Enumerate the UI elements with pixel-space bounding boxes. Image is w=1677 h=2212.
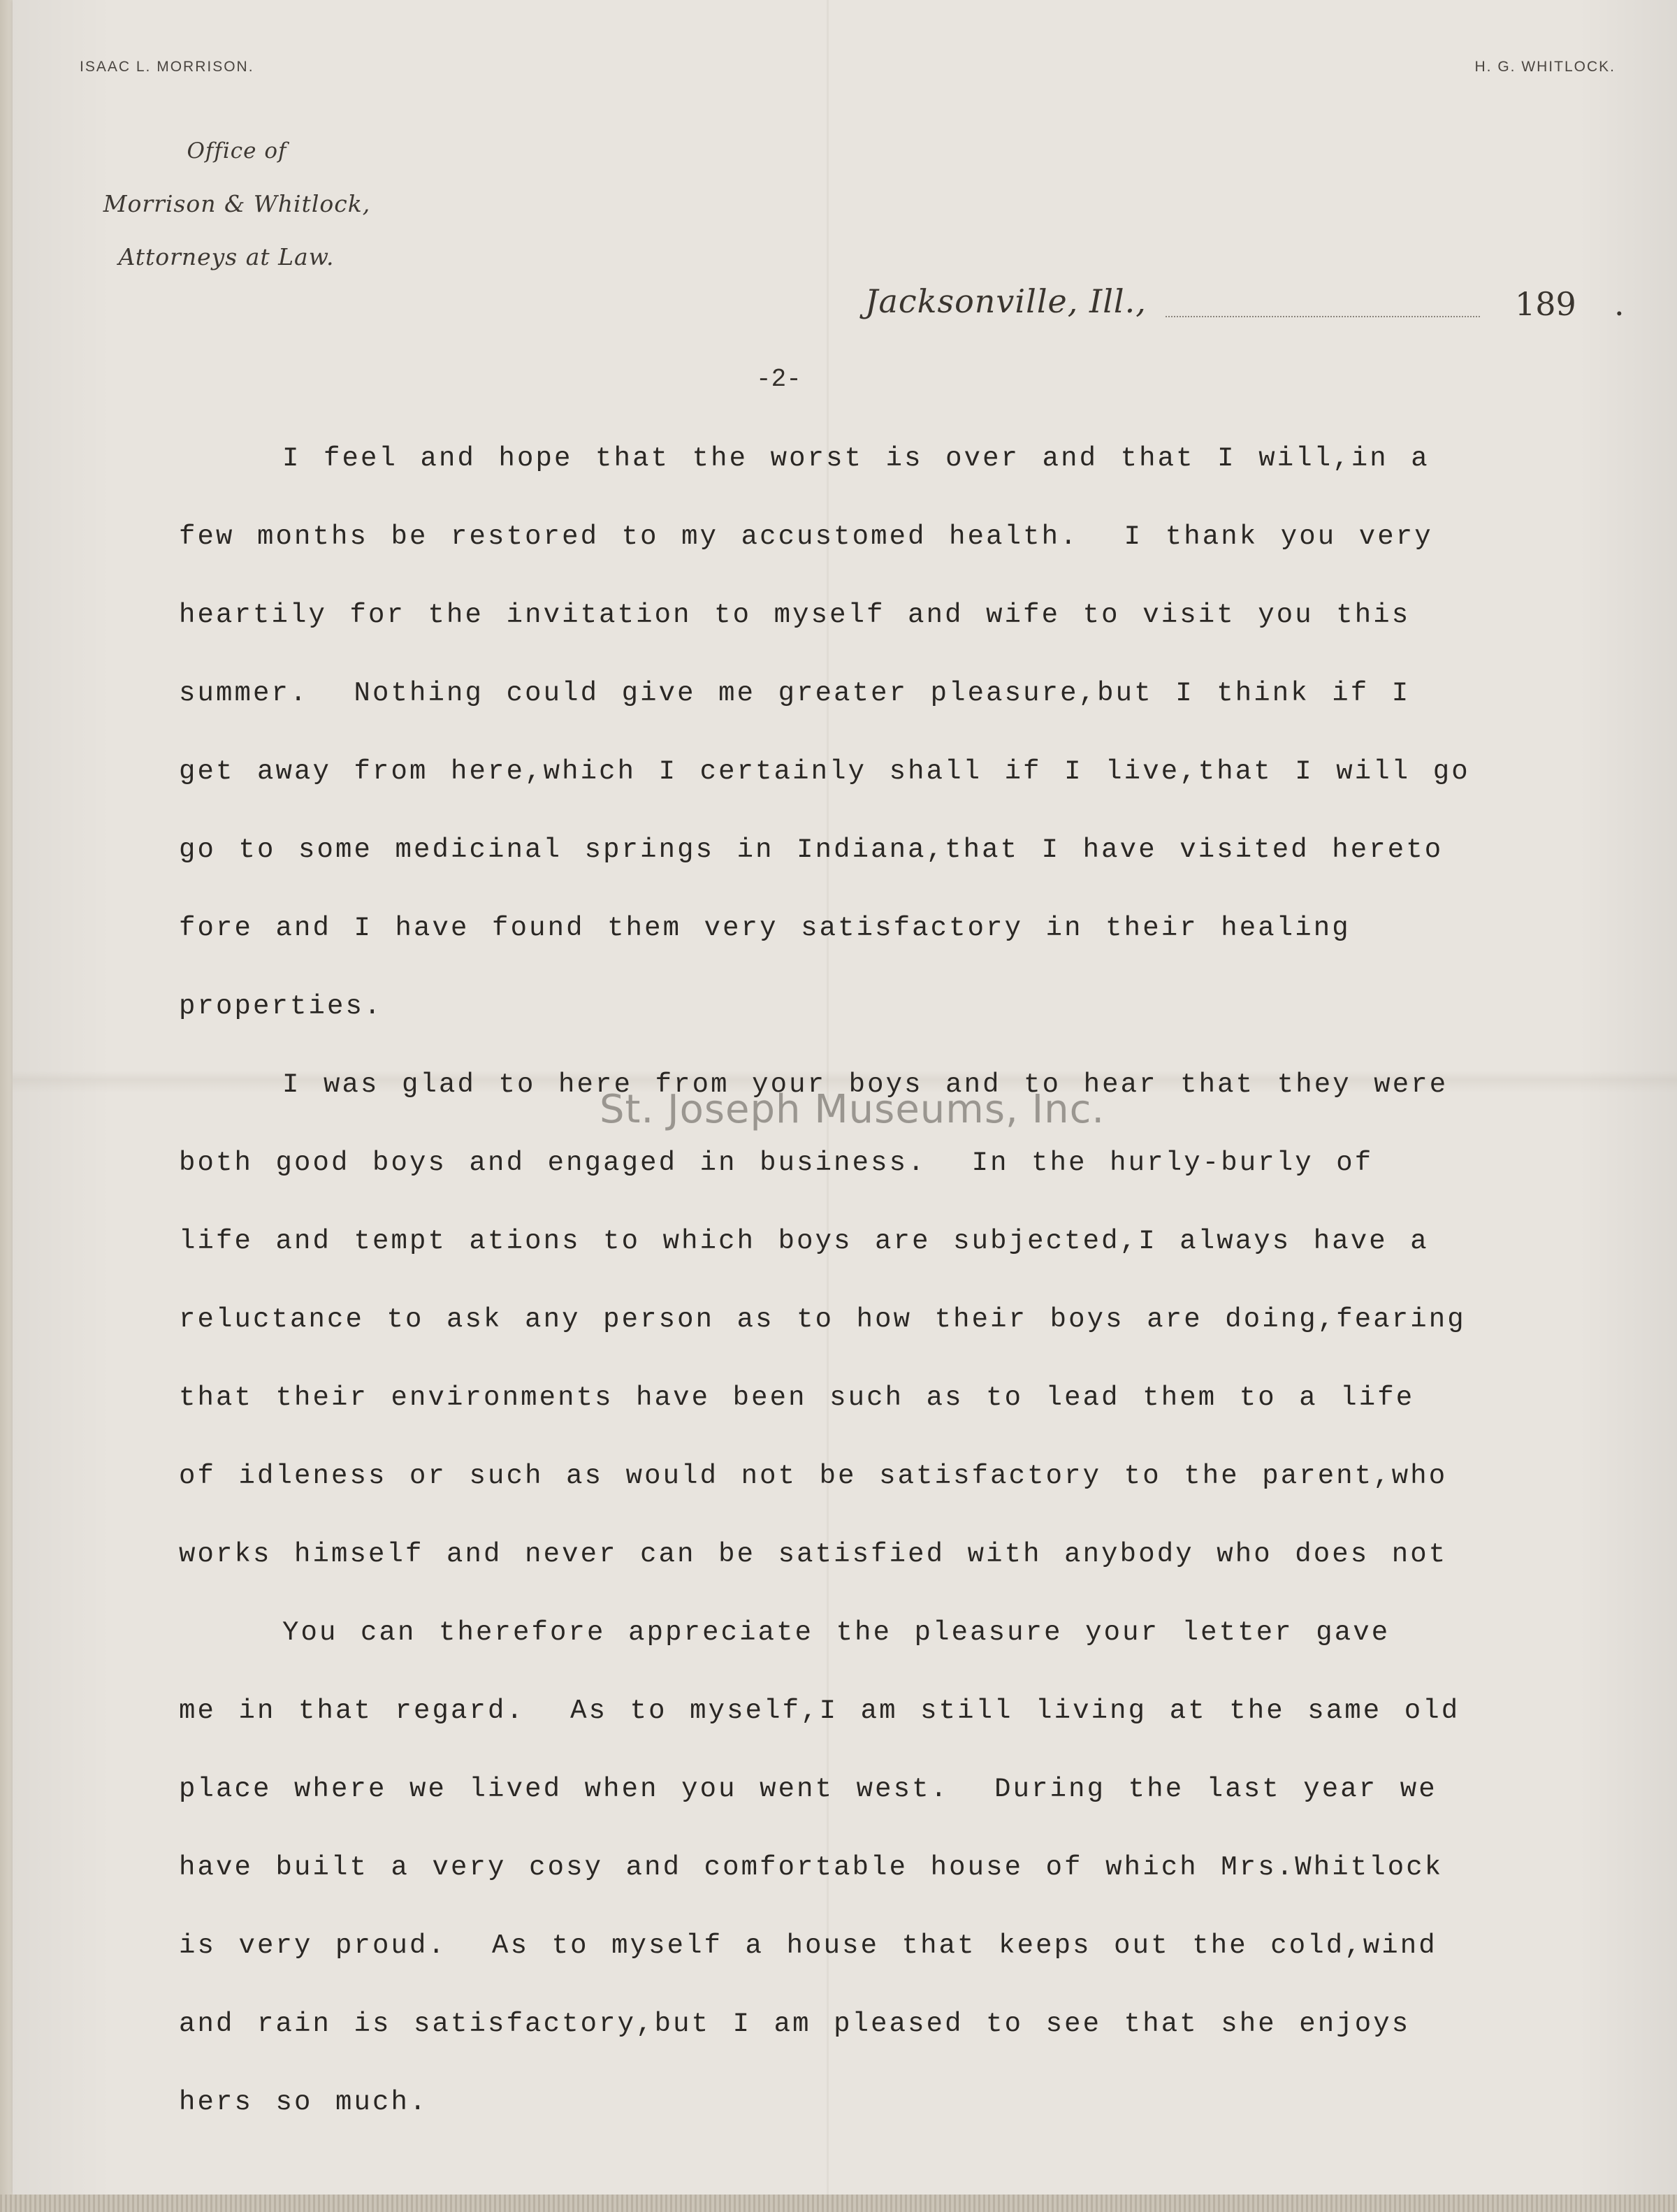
body-line: of idleness or such as would not be satisfactory to the parent,who [179, 1461, 1448, 1491]
body-line: have built a very cosy and comfortable house of which Mrs.Whitlock [179, 1852, 1444, 1883]
body-line: heartily for the invitation to myself and wife to visit you this [179, 600, 1411, 630]
office-line-1: Office of [187, 138, 287, 164]
body-line: works himself and never can be satisfied with anybody who does not [179, 1539, 1448, 1570]
body-line: reluctance to ask any person as to how their boys are doing,fearing [179, 1304, 1466, 1335]
body-line: life and tempt ations to which boys are subjected,I always have a [179, 1226, 1429, 1257]
office-heading [80, 124, 394, 284]
year-prefix: 189 [1515, 285, 1576, 323]
partner-name-right: H. G. WHITLOCK. [1474, 59, 1616, 75]
body-line: both good boys and engaged in business. In the hurly-burly of [179, 1148, 1374, 1178]
body-line: hers so much. [179, 2087, 428, 2118]
body-line: You can therefore appreciate the pleasure your letter gave [282, 1617, 1391, 1648]
letter-body [179, 435, 1576, 2157]
year-period: . [1614, 285, 1625, 323]
body-line: go to some medicinal springs in Indiana,that I have visited hereto [179, 834, 1444, 865]
office-line-2: Morrison & Whitlock, [103, 190, 371, 217]
office-line-3: Attorneys at Law. [118, 243, 335, 270]
body-line: is very proud. As to myself a house that keeps out the cold,wind [179, 1930, 1437, 1961]
body-line: and rain is satisfactory,but I am pleased to see that she enjoys [179, 2009, 1411, 2039]
body-line: get away from here,which I certainly shall if I live,that I will go [179, 756, 1470, 787]
body-line: few months be restored to my accustomed health. I thank you very [179, 521, 1433, 552]
museum-watermark: St. Joseph Museums, Inc. [600, 1087, 1105, 1132]
scan-bottom-edge [0, 2195, 1677, 2212]
city-name: Jacksonville, Ill., [865, 282, 1147, 320]
page-number: -2- [756, 365, 801, 393]
body-line: I feel and hope that the worst is over and that I will,in a [282, 443, 1430, 474]
letter-page [13, 0, 1677, 2195]
body-line: place where we lived when you went west. During the last year we [179, 1774, 1437, 1805]
body-line: that their environments have been such as to lead them to a life [179, 1382, 1415, 1413]
body-line: summer. Nothing could give me greater pleasure,but I think if I [179, 678, 1411, 709]
partner-name-left: ISAAC L. MORRISON. [80, 59, 254, 75]
body-line: fore and I have found them very satisfactory in their healing [179, 913, 1351, 944]
body-line: me in that regard. As to myself,I am still living at the same old [179, 1696, 1460, 1726]
date-dotted-line [1166, 316, 1480, 317]
body-line: I was glad to here from your boys and to hear that they were [282, 1069, 1449, 1100]
body-line: properties. [179, 991, 383, 1022]
place-date-line [865, 280, 1634, 328]
